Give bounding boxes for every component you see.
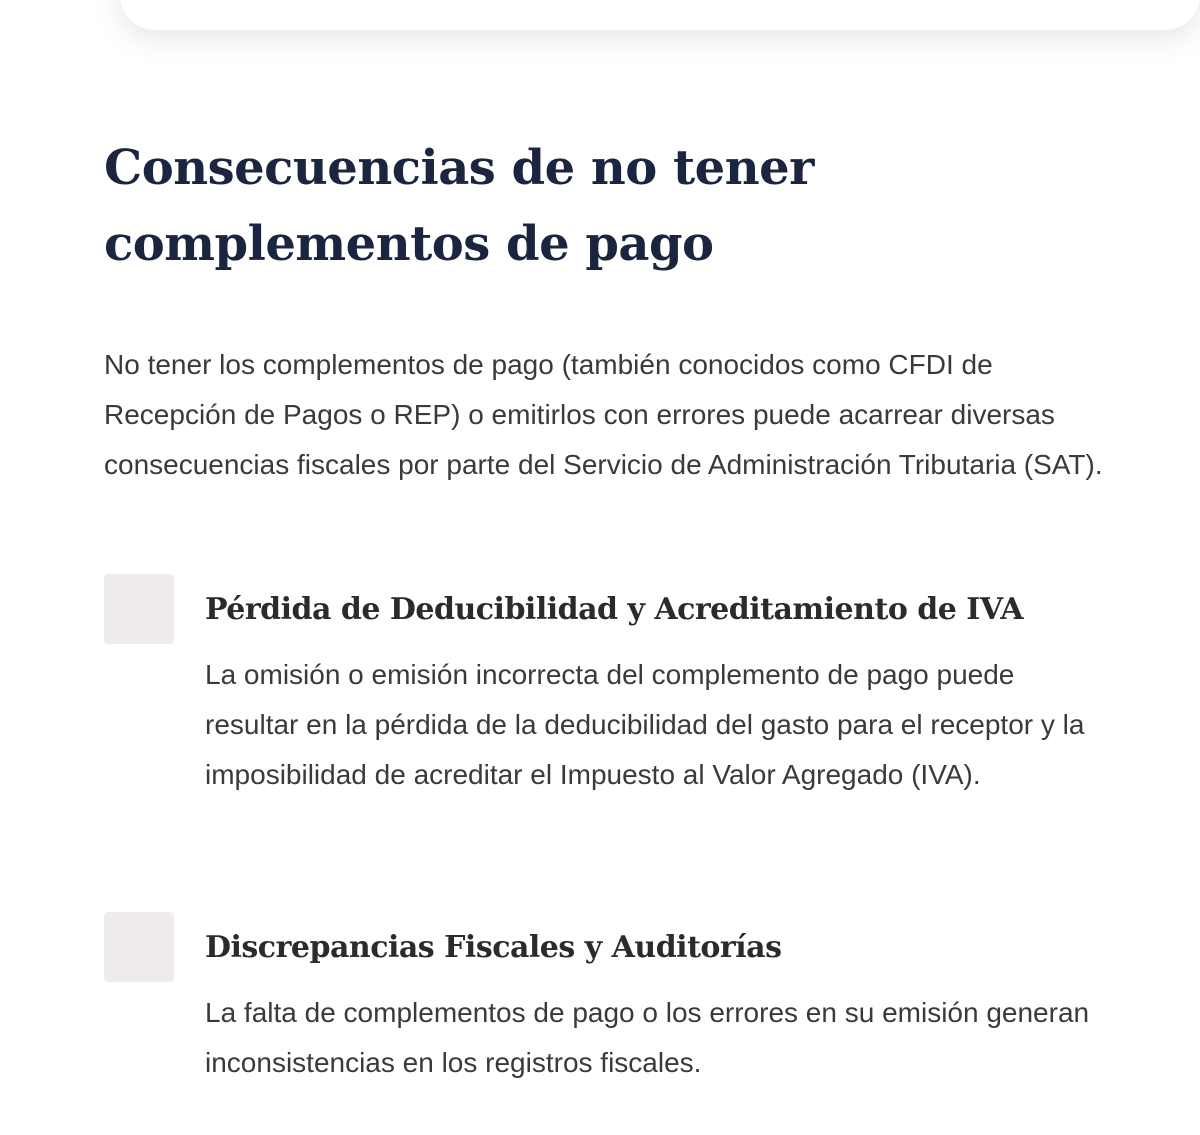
header-shadow <box>120 0 1200 30</box>
intro-paragraph: No tener los complementos de pago (también conocidos como CFDI de Recepción de Pagos o REP) o emitirlos con errores puede acarrear diversas consecuencias fiscales por parte del Servicio de Administración Tributaria (SAT). <box>104 349 1103 480</box>
consequence-text: La falta de complementos de pago o los errores en su emisión generan inconsistencias en los registros fiscales. <box>205 997 1090 1078</box>
consequence-title: Discrepancias Fiscales y Auditorías <box>205 930 782 965</box>
placeholder-icon <box>104 912 174 982</box>
consequence-text: La omisión o emisión incorrecta del complemento de pago puede resultar en la pérdida de la deducibilidad del gasto para el receptor y la imposibilidad de acreditar el Impuesto al Valor Agregado (IVA). <box>205 659 1085 790</box>
placeholder-icon <box>104 574 174 644</box>
consequence-title: Pérdida de Deducibilidad y Acreditamiento de IVA <box>205 592 1024 627</box>
page-title: Consecuencias de no tener complementos de pago <box>104 140 814 272</box>
